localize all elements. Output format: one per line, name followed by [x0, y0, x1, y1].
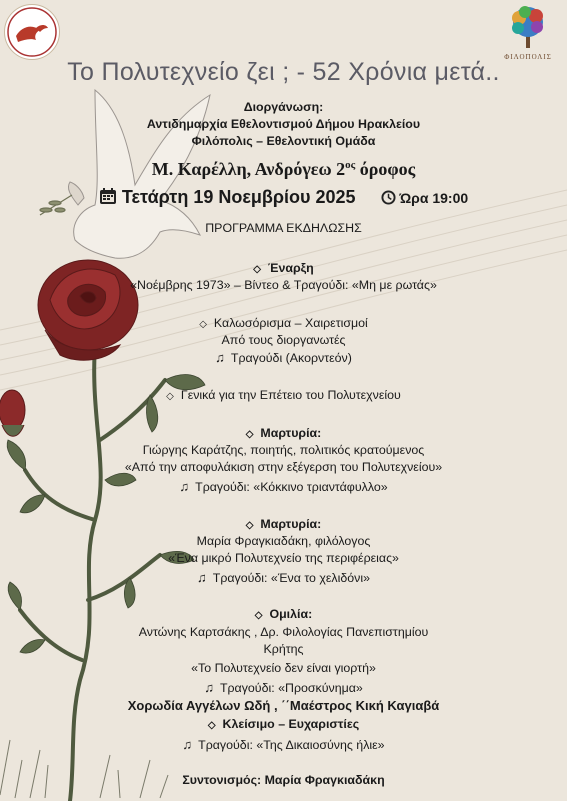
- welcome-heading: [0, 316, 567, 332]
- music-note-icon: ♫: [215, 350, 225, 365]
- organizer-1: Αντιδημαρχία Εθελοντισμού Δήμου Ηρακλείου: [146, 117, 421, 131]
- general-heading: [0, 388, 567, 404]
- speech-line1: Αντώνης Καρτσάκης , Δρ. Φιλολογίας Πανεπιστημίου: [138, 625, 429, 639]
- music-note-icon: ♫: [179, 479, 190, 494]
- testimony1-heading-text: Μαρτυρία:: [260, 426, 322, 440]
- coordination-line: Συντονισμός: Μαρία Φραγκιαδάκη: [182, 773, 385, 787]
- diamond-icon: ◇: [207, 720, 216, 731]
- program-heading: ΠΡΟΓΡΑΜΜΑ ΕΚΔΗΛΩΣΗΣ: [205, 221, 362, 235]
- closing-song: [0, 737, 567, 753]
- testimony2-line1: Μαρία Φραγκιαδάκη, φιλόλογος: [196, 534, 371, 548]
- testimony2-song: [0, 570, 567, 586]
- speech-heading-text: Ομιλία:: [269, 607, 313, 621]
- speech-song-text: Τραγούδι: «Προσκύνημα»: [219, 681, 363, 695]
- speech-line2: Κρήτης: [263, 642, 304, 656]
- welcome-song-text: Τραγούδι (Ακορντεόν): [230, 351, 352, 365]
- right-logo: [494, 4, 562, 64]
- tree-logo-icon: [505, 4, 551, 50]
- speech-heading: [0, 607, 567, 623]
- organizer-2: Φιλόπολις – Εθελοντική Ομάδα: [191, 134, 376, 148]
- left-logo: [4, 4, 60, 60]
- music-note-icon: ♫: [197, 570, 207, 585]
- diamond-icon: ◇: [199, 319, 207, 330]
- testimony1-song: [0, 479, 567, 495]
- right-logo-brand: ΦΙΛΟΠΟΛΙΣ: [504, 53, 552, 61]
- diamond-icon: ◇: [254, 610, 263, 621]
- organizers-label: Διοργάνωση:: [243, 100, 324, 114]
- testimony1-song-text: Τραγούδι: «Κόκκινο τριαντάφυλλο»: [195, 480, 388, 494]
- speech-song: [0, 680, 567, 696]
- venue-suffix: όροφος: [355, 159, 416, 179]
- event-time: Ώρα 19:00: [399, 190, 469, 206]
- event-date: Τετάρτη 19 Νοεμβρίου 2025: [121, 187, 356, 207]
- testimony1-line1: Γιώργης Καράτζης, ποιητής, πολιτικός κρατούμενος: [142, 443, 425, 457]
- calendar-icon: [99, 187, 117, 210]
- diamond-icon: ◇: [166, 391, 174, 402]
- closing-song-text: Τραγούδι: «Της Δικαιοσύνης ήλιε»: [198, 738, 385, 752]
- diamond-icon: ◇: [245, 429, 254, 440]
- venue: [0, 155, 567, 179]
- emblem-icon: [6, 6, 58, 58]
- welcome-heading-text: Καλωσόρισμα – Χαιρετισμοί: [213, 316, 368, 330]
- venue-superscript: ος: [345, 159, 356, 171]
- date-line: [0, 186, 567, 211]
- testimony1-line2: «Από την αποφυλάκιση στην εξέγερση του Πολυτεχνείου»: [124, 460, 443, 474]
- opening-heading: [0, 261, 567, 277]
- clock-icon: [381, 189, 396, 211]
- closing-heading-text: Κλείσιμο – Ευχαριστίες: [222, 717, 360, 731]
- welcome-line: Από τους διοργανωτές: [221, 333, 346, 347]
- music-note-icon: ♫: [182, 737, 193, 752]
- testimony2-song-text: Τραγούδι: «Ένα το χελιδόνι»: [212, 571, 370, 585]
- closing-heading: [0, 717, 567, 733]
- opening-line: «Νοέμβρης 1973» – Βίντεο & Τραγούδι: «Μη με ρωτάς»: [130, 278, 437, 292]
- diamond-icon: ◇: [253, 264, 261, 275]
- testimony1-heading: [0, 426, 567, 442]
- testimony2-heading-text: Μαρτυρία:: [260, 517, 322, 531]
- choir-line: Χορωδία Αγγέλων Ωδή , ΄΄Μαέστρος Κική Καγιαβά: [127, 698, 440, 713]
- general-heading-text: Γενικά για την Επέτειο του Πολυτεχνείου: [180, 388, 401, 402]
- speech-line3: «Το Πολυτεχνείο δεν είναι γιορτή»: [191, 661, 376, 675]
- testimony2-line2: «Ένα μικρό Πολυτεχνείο της περιφέρειας»: [168, 551, 399, 565]
- testimony2-heading: [0, 517, 567, 533]
- venue-text: Μ. Καρέλλη, Ανδρόγεω 2: [151, 159, 346, 179]
- diamond-icon: ◇: [245, 520, 254, 531]
- music-note-icon: ♫: [204, 680, 214, 695]
- opening-heading-text: Έναρξη: [267, 261, 314, 275]
- page-title: Το Πολυτεχνείο ζει ; - 52 Χρόνια μετά..: [67, 58, 500, 86]
- event-time-wrap: [381, 190, 469, 206]
- welcome-song: [0, 350, 567, 366]
